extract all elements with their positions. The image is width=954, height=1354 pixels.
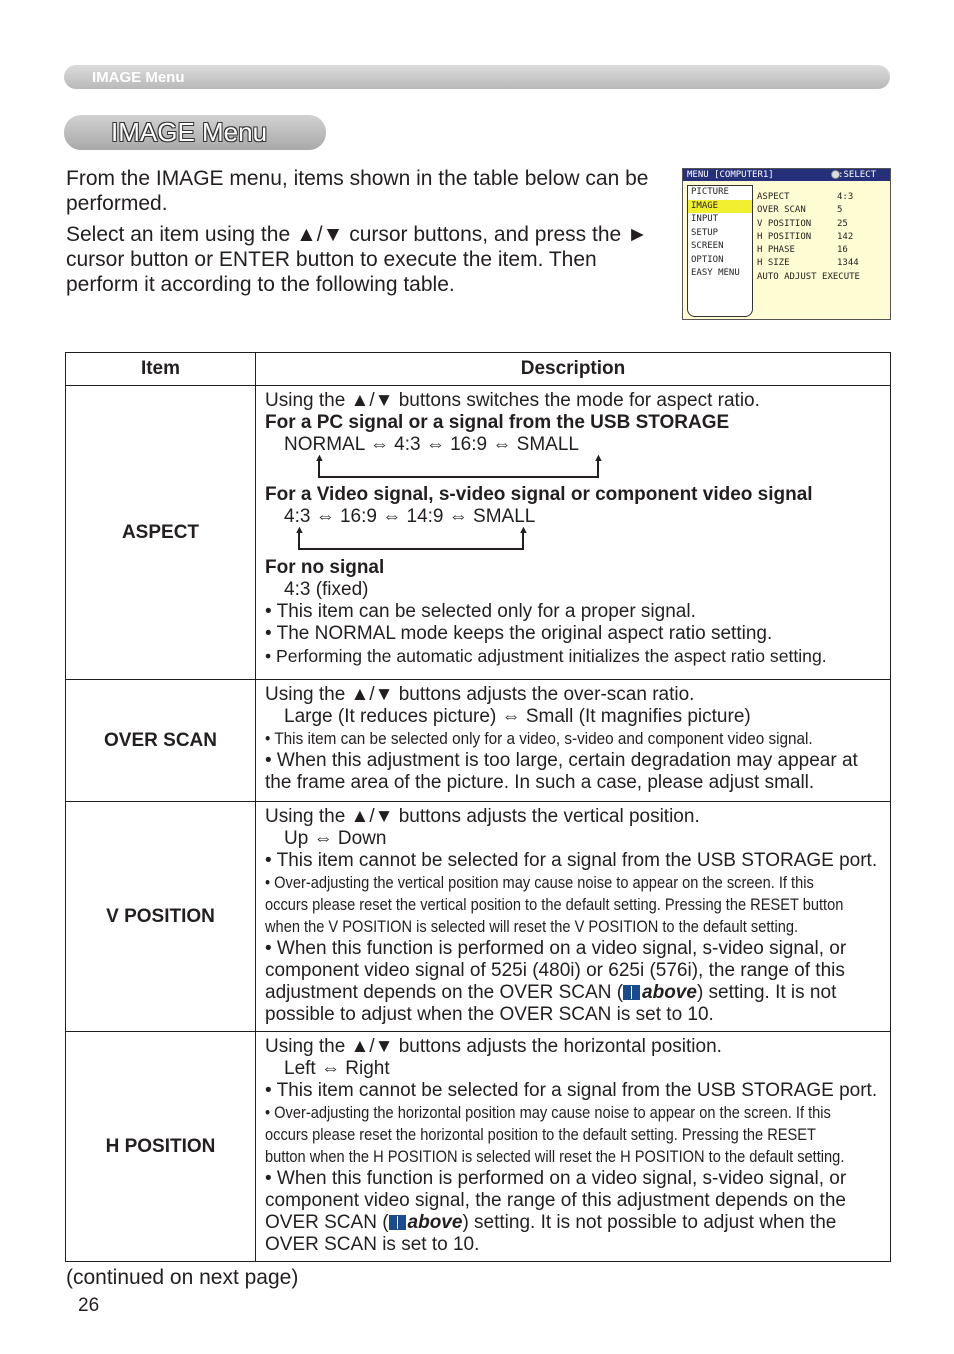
osd-setting-row: [757, 204, 887, 217]
osd-menu-item: OPTION: [691, 254, 724, 265]
section-header-bar: [64, 65, 890, 89]
column-header-item: Item: [66, 353, 256, 386]
desc-note: • This item can be selected only for a proper signal.: [265, 601, 696, 622]
osd-setting-value: 1344: [837, 258, 859, 269]
mode-sequence: 4:3 ⇔ 16:9 ⇔ 14:9 ⇔ SMALL: [284, 506, 536, 527]
osd-setting-row: [757, 244, 887, 257]
desc-note: • Over-adjusting the vertical position may cause noise to appear on the screen. If this: [265, 873, 814, 892]
table-row: [66, 386, 891, 680]
osd-setting-label: ASPECT: [757, 192, 790, 202]
table-row: [66, 1032, 891, 1262]
osd-setting-row: [757, 231, 887, 244]
column-header-description: Description: [256, 353, 891, 386]
image-menu-table: [65, 352, 891, 1262]
osd-setting-value: 16: [837, 245, 848, 256]
desc-subheading: For no signal: [265, 557, 385, 578]
desc-line: Using the ▲/▼ buttons switches the mode for aspect ratio.: [265, 390, 760, 411]
osd-setting-label: H SIZE: [757, 258, 790, 269]
page-number: 26: [78, 1295, 100, 1316]
osd-menu-screenshot: [682, 168, 891, 320]
intro-paragraph-1: From the IMAGE menu, items shown in the table below can be performed.: [66, 167, 649, 215]
cross-reference-link[interactable]: above: [642, 982, 697, 1003]
table-row: [66, 680, 891, 802]
book-reference-icon: [389, 1215, 406, 1230]
desc-note: occurs please reset the vertical position to the default setting. Pressing the RESET button: [265, 895, 844, 914]
desc-note: [265, 938, 884, 1026]
desc-note-text: ) setting. It is not possible to adjust when the OVER SCAN is set to 10.: [265, 982, 837, 1025]
intro-paragraph-2: Select an item using the ▲/▼ cursor buttons, and press the ► cursor button or ENTER button to execute the item. Then perform it according to the following table.: [66, 223, 648, 296]
desc-note: occurs please reset the horizontal position to the default setting. Pressing the RESET: [265, 1125, 816, 1144]
description-cell: [256, 802, 891, 1032]
desc-note: • Over-adjusting the horizontal position may cause noise to appear on the screen. If this: [265, 1103, 831, 1122]
desc-note: • The NORMAL mode keeps the original aspect ratio setting.: [265, 623, 773, 644]
desc-note: when the V POSITION is selected will reset the V POSITION to the default setting.: [265, 917, 799, 936]
table-row: [66, 802, 891, 1032]
description-cell: [256, 386, 891, 680]
desc-line: Using the ▲/▼ buttons adjusts the over-scan ratio.: [265, 684, 695, 705]
mode-sequence: Large (It reduces picture) ⇔ Small (It magnifies picture): [284, 706, 751, 727]
cross-reference-link[interactable]: above: [407, 1212, 463, 1233]
osd-header-title: MENU [COMPUTER1]: [687, 170, 774, 180]
desc-note-text: ) setting. It is not possible to adjust when the OVER SCAN is set to 10.: [265, 1212, 837, 1255]
osd-menu-item: SCREEN: [691, 241, 724, 251]
osd-setting-value: 142: [837, 231, 854, 242]
osd-menu-item-active: IMAGE: [688, 200, 752, 214]
page-title: IMAGE Menu: [111, 117, 268, 147]
osd-menu-item: EASY MENU: [691, 268, 740, 278]
osd-setting-row: [757, 257, 887, 270]
desc-note: • This item cannot be selected for a signal from the USB STORAGE port.: [265, 1080, 878, 1101]
osd-setting-row: [757, 271, 887, 284]
item-aspect: ASPECT: [66, 386, 256, 680]
mode-sequence: NORMAL ⇔ 4:3 ⇔ 16:9 ⇔ SMALL: [284, 434, 579, 455]
item-h-position: H POSITION: [66, 1032, 256, 1262]
desc-line: Using the ▲/▼ buttons adjusts the vertical position.: [265, 806, 700, 827]
mode-sequence: Left ⇔ Right: [284, 1058, 390, 1079]
mode-sequence: Up ⇔ Down: [284, 828, 387, 849]
osd-menu-item: INPUT: [691, 214, 719, 224]
osd-setting-label: H POSITION: [757, 231, 812, 242]
osd-setting-value: 5: [837, 205, 843, 216]
intro-text: [66, 166, 666, 303]
osd-setting-label: H PHASE: [757, 245, 795, 256]
cycle-return-arrow: ▲ ▲: [265, 456, 884, 480]
osd-setting-label: AUTO ADJUST EXECUTE: [757, 271, 860, 282]
desc-subheading: For a PC signal or a signal from the USB STORAGE: [265, 412, 730, 433]
osd-menu-list: [687, 185, 753, 317]
osd-setting-value: 4:3: [837, 192, 854, 202]
continued-note: (continued on next page): [66, 1266, 299, 1289]
desc-note-text: • When this function is performed on a video signal, s-video signal, or component video signal of 525i (480i) or 625i (576i), the range of this adjustment depends on the OVER SCAN (: [265, 938, 847, 1003]
osd-header: [683, 169, 890, 181]
desc-note: [265, 1168, 884, 1256]
section-header-label: IMAGE Menu: [92, 69, 185, 86]
table-header-row: [66, 353, 891, 386]
desc-line: Using the ▲/▼ buttons adjusts the horizontal position.: [265, 1036, 722, 1057]
description-cell: [256, 680, 891, 802]
page-title-bar: [64, 115, 326, 150]
osd-header-select: :SELECT: [838, 170, 876, 180]
desc-note: button when the H POSITION is selected will reset the H POSITION to the default setting.: [265, 1147, 845, 1166]
book-reference-icon: [623, 985, 640, 1000]
desc-subheading: For a Video signal, s-video signal or component video signal: [265, 484, 813, 505]
item-v-position: V POSITION: [66, 802, 256, 1032]
osd-setting-label: V POSITION: [757, 218, 812, 229]
desc-note-text: • When this function is performed on a video signal, s-video signal, or component video signal, the range of this adjustment depends on the OVER SCAN (: [265, 1168, 847, 1233]
desc-note: • When this adjustment is too large, certain degradation may appear at the frame area of the picture. In such a case, please adjust small.: [265, 750, 858, 793]
desc-note: • This item cannot be selected for a signal from the USB STORAGE port.: [265, 850, 878, 871]
description-cell: [256, 1032, 891, 1262]
osd-menu-item: SETUP: [691, 227, 719, 238]
desc-note: • This item can be selected only for a video, s-video and component video signal.: [265, 729, 813, 748]
osd-setting-row: [757, 191, 887, 204]
osd-settings-list: [757, 191, 887, 284]
mode-sequence: 4:3 (fixed): [284, 579, 369, 600]
item-over-scan: OVER SCAN: [66, 680, 256, 802]
osd-menu-item: PICTURE: [691, 187, 729, 197]
cycle-return-arrow: ▲ ▲: [265, 528, 884, 552]
desc-note: • Performing the automatic adjustment initializes the aspect ratio setting.: [265, 646, 827, 666]
osd-setting-value: 25: [837, 218, 848, 229]
osd-setting-row: [757, 218, 887, 231]
osd-setting-label: OVER SCAN: [757, 205, 806, 216]
